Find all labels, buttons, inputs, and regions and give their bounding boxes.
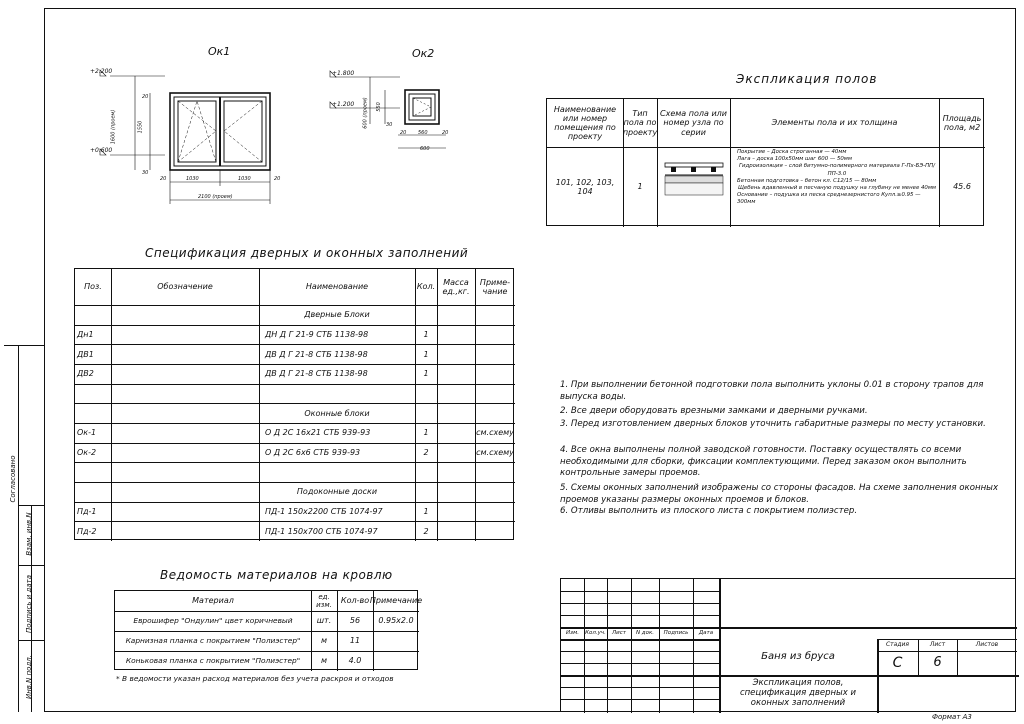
ok1-dim-20a: 20 [142, 94, 149, 100]
explication-area: 45.6 [953, 182, 971, 192]
ok1-dim-height: 1550 [137, 120, 144, 134]
element-line: Основание – подушка из песка среднезернистого Купл.≥0.95 — 300мм [737, 192, 921, 206]
spec-cell-name: ПД-1 150x700 СТБ 1074-97 [265, 526, 378, 536]
spec-header-note: Приме-чание [479, 277, 511, 296]
ok1-dim-top: +2.200 [90, 68, 113, 75]
spec-header-pos: Поз. [84, 282, 102, 292]
spec-cell-note [475, 384, 515, 404]
spec-cell-note [475, 305, 515, 325]
sheet-format: Формат А3 [932, 713, 972, 721]
ok1-drawing [100, 70, 270, 204]
materials-footnote: * В ведомости указан расход материалов без учета раскроя и отходов [116, 674, 394, 683]
spec-cell-pos: Дн1 [77, 329, 94, 339]
side-inv-orig: Инв.N подл. [25, 654, 33, 700]
spec-group-heading: Подоконные доски [296, 487, 378, 497]
spec-cell-qty [415, 462, 437, 482]
stamp-stage-label: Стадия [885, 640, 910, 648]
note-item: 3. Перед изготовлением дверных блоков уточнить габаритные размеры по месту установки. [560, 419, 986, 429]
spec-cell-qty: 1 [423, 369, 429, 379]
ok2-dim-30: 30 [386, 122, 393, 128]
ok1-dim-w1: 1030 [186, 176, 199, 182]
materials-cell-note [373, 651, 419, 671]
element-line: Лага – доска 100x50мм шаг 600 — 50мм [737, 156, 852, 163]
spec-cell-pos: Ок-1 [77, 428, 97, 438]
ok2-dim-total: 600 [420, 146, 430, 152]
ok2-dim-top: +1.800 [332, 70, 355, 77]
spec-header-designation: Обозначение [157, 282, 213, 292]
spec-cell-qty: 2 [423, 447, 429, 457]
spec-cell-qty: 1 [423, 428, 429, 438]
materials-header-name: Материал [192, 596, 234, 606]
element-line: Щебень вдавленный в песчаную подушку на глубину не менее 40мм [738, 185, 936, 192]
spec-cell-pos [77, 462, 111, 482]
materials-cell-name: Коньковая планка с покрытием "Полиэстер" [125, 655, 301, 665]
stamp-col-doc: N док. [635, 630, 655, 637]
stamp-stage: С [892, 654, 903, 671]
spec-header-mass: Масса ед.,кг. [442, 277, 470, 296]
stamp-content: Экспликация полов, спецификация дверных и оконных заполнений [739, 678, 857, 708]
note-item: 6. Отливы выполнить из плоского листа с покрытием полиэстер. [560, 506, 858, 516]
spec-rows [75, 305, 515, 541]
stamp-col-change: Изм. [566, 630, 579, 637]
spec-cell-note [475, 403, 515, 423]
spec-cell-pos: ДВ2 [77, 369, 94, 379]
element-line: Покрытие – Доска строганная — 40мм [737, 149, 847, 155]
explication-header-type: Тип пола по проекту [622, 109, 658, 137]
stamp-col-sheet: Лист [612, 630, 626, 637]
materials-cell-unit: м [320, 656, 328, 666]
spec-cell-qty: 1 [423, 349, 429, 359]
stamp-sheets-label: Листов [975, 640, 999, 648]
spec-cell-note [475, 521, 515, 541]
spec-cell-name: ПД-1 150x2200 СТБ 1074-97 [265, 506, 383, 516]
note-item: 4. Все окна выполнены полной заводской готовности. Поставку осуществлять со всеми необходимыми для сборки, фиксации комплектующими. Перед заказом окон выполнить контрольные замеры проемов. [560, 445, 967, 479]
spec-title: Спецификация дверных и оконных заполнений [145, 246, 469, 260]
spec-cell-name: О Д 2С 6x6 СТБ 939-93 [265, 447, 361, 457]
spec-cell-note [475, 325, 515, 345]
materials-cell-unit: шт. [316, 616, 332, 626]
spec-cell-qty [415, 384, 437, 404]
spec-cell-name: ДВ Д Г 21-8 СТБ 1138-98 [265, 349, 368, 359]
materials-cell-qty: 4.0 [348, 656, 362, 666]
ok2-dim-opening: 600 (проем) [362, 97, 369, 129]
element-line: Бетонная подготовка – бетон кл. С12/15 — 80мм [737, 177, 877, 184]
side-strip [4, 345, 44, 712]
side-inv-replaced: Взам. инв.N [25, 512, 33, 556]
spec-cell-pos: Ок-2 [77, 447, 97, 457]
spec-group-heading: Оконные блоки [304, 408, 370, 418]
stamp-project: Баня из бруса [761, 651, 835, 663]
ok1-dim-height-opening: 1600 (проем) [110, 109, 117, 145]
element-line: Гидроизоляция – слой битумно-полимерного материала Г-Пх-БЭ-ПП/ПП-3.0 [739, 163, 935, 177]
spec-cell-note: см.схему [476, 428, 514, 438]
materials-header-unit: ед. изм. [316, 592, 332, 609]
spec-header-name: Наименование [305, 282, 369, 292]
spec-cell-note [475, 502, 515, 522]
explication-title: Экспликация полов [736, 72, 878, 86]
materials-header-qty: Кол-во [340, 596, 370, 606]
spec-cell-note [475, 482, 515, 502]
ok1-dim-30: 30 [142, 170, 149, 176]
spec-cell-qty: 1 [423, 506, 429, 516]
materials-cell-qty: 56 [349, 616, 361, 626]
ok1-dim-total: 2100 (проем) [198, 194, 233, 200]
explication-header-elements: Элементы пола и их толщина [771, 118, 898, 128]
stamp-col-signature: Подпись [663, 630, 689, 637]
ok2-dim-bottom: +1.200 [332, 101, 355, 108]
materials-cell-qty: 11 [349, 636, 361, 646]
spec-cell-pos [77, 482, 111, 502]
spec-cell-note [475, 344, 515, 364]
spec-header-qty: Кол. [416, 282, 436, 292]
spec-cell-qty: 2 [423, 526, 429, 536]
spec-cell-pos [77, 384, 111, 404]
spec-cell-name [259, 384, 415, 404]
spec-cell-note [475, 462, 515, 482]
explication-header-room: Наименование или номер помещения по проекту [553, 104, 617, 142]
floor-section-scheme [663, 159, 725, 199]
materials-header-note: Примечание [369, 596, 423, 606]
title-block [560, 578, 1016, 712]
spec-cell-qty [415, 403, 437, 423]
materials-cell-name: Еврошифер "Ондулин" цвет коричневый [133, 615, 293, 625]
spec-cell-name [259, 462, 415, 482]
spec-cell-name: О Д 2С 16x21 СТБ 939-93 [265, 428, 371, 438]
spec-table [74, 268, 514, 540]
ok2-dim-height: 550 [375, 102, 382, 112]
explication-header-area: Площадь пола, м2 [942, 113, 982, 132]
materials-cell-name: Карнизная планка с покрытием "Полиэстер" [125, 635, 301, 645]
spec-group-heading: Дверные Блоки [304, 310, 370, 320]
explication-type: 1 [637, 182, 643, 192]
spec-cell-name: ДН Д Г 21-9 СТБ 1138-98 [265, 329, 369, 339]
note-item: 1. При выполнении бетонной подготовки пола выполнить уклоны 0.01 в сторону трапов для выпуска воды. [560, 380, 984, 402]
ok1-title: Ок1 [208, 45, 231, 58]
ok2-title: Ок2 [412, 47, 435, 60]
spec-cell-pos [77, 305, 111, 325]
materials-title: Ведомость материалов на кровлю [160, 568, 393, 582]
ok2-dim-20b: 20 [442, 130, 449, 136]
ok1-dim-bottom: +0.600 [90, 147, 113, 154]
stamp-col-date: Дата [698, 630, 714, 637]
spec-cell-pos: ДВ1 [77, 349, 94, 359]
materials-cell-note: 0.95x2.0 [378, 616, 414, 626]
spec-cell-qty: 1 [423, 329, 429, 339]
materials-table [114, 590, 423, 670]
stamp-sheet: 6 [933, 654, 942, 670]
explication-rooms: 101, 102, 103, 104 [555, 177, 615, 196]
side-sign-date: Подпись и дата [25, 575, 33, 633]
spec-cell-qty [415, 482, 437, 502]
ok2-dim-20a: 20 [400, 130, 407, 136]
spec-cell-pos: Пд-2 [77, 526, 97, 536]
spec-cell-note: см.схему [476, 447, 514, 457]
side-agreed: Согласовано [9, 455, 17, 503]
ok1-dim-20b: 20 [160, 176, 167, 182]
ok1-dim-20c: 20 [274, 176, 281, 182]
note-item: 2. Все двери оборудовать врезными замками и дверными ручками. [560, 406, 868, 416]
explication-header-scheme: Схема пола или номер узла по серии [660, 109, 727, 137]
explication-elements [737, 149, 937, 207]
ok1-dim-w2: 1030 [238, 176, 251, 182]
stamp-col-count: Кол.уч. [585, 630, 606, 637]
ok2-drawing [330, 71, 449, 148]
spec-cell-name: ДВ Д Г 21-8 СТБ 1138-98 [265, 369, 368, 379]
spec-cell-qty [415, 305, 437, 325]
spec-cell-note [475, 364, 515, 384]
note-item: 5. Схемы оконных заполнений изображены со стороны фасадов. На схеме заполнения оконных проемов указаны размеры оконных проемов и блоков. [560, 483, 999, 505]
stamp-sheet-label: Лист [929, 640, 946, 648]
materials-cell-unit: м [320, 636, 328, 646]
explication-table [546, 98, 984, 226]
spec-cell-pos [77, 403, 111, 423]
spec-cell-pos: Пд-1 [77, 506, 97, 516]
materials-cell-note [373, 631, 419, 651]
materials-rows [115, 611, 419, 671]
ok2-dim-w: 560 [418, 130, 428, 136]
